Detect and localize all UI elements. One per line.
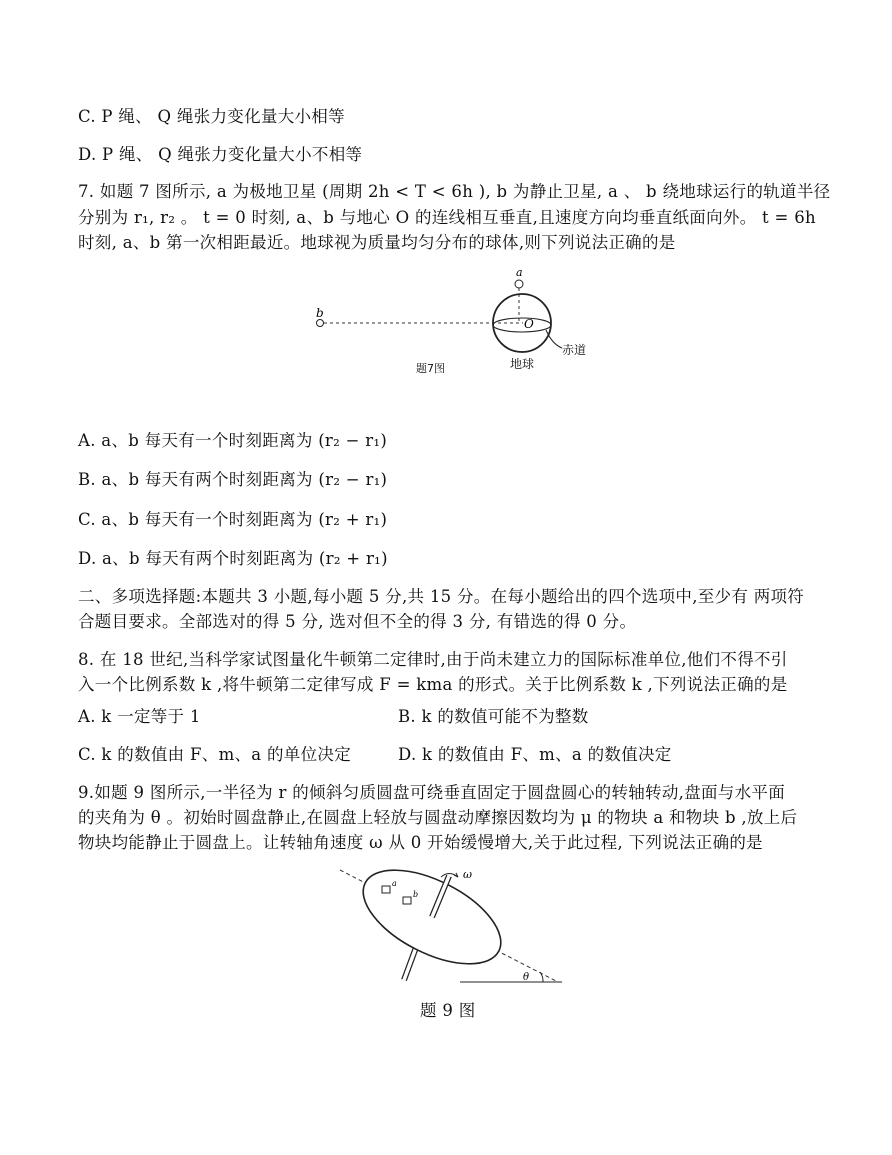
q7-option-c: C. a、b 每天有一个时刻距离为 (r₂ + r₁) bbox=[78, 510, 388, 529]
q9-stem-line-3: 物块均能静止于圆盘上。让转轴角速度 ω 从 0 开始缓慢增大,关于此过程, 下列说法正确的是 bbox=[78, 833, 763, 852]
q7-label-b: b bbox=[316, 306, 324, 320]
satellite-a-icon bbox=[515, 280, 523, 288]
block-b-icon bbox=[403, 897, 411, 904]
q9-caption: 题 9 图 bbox=[420, 1001, 476, 1020]
q7-label-equator: 赤道 bbox=[562, 343, 587, 357]
q6-option-c: C. P 绳、 Q 绳张力变化量大小相等 bbox=[78, 107, 345, 126]
q9-label-a: a bbox=[392, 879, 397, 888]
q7-figure bbox=[300, 262, 600, 382]
q7-stem-line-2: 分别为 r₁, r₂ 。 t = 0 时刻, a、b 与地心 O 的连线相互垂直,且速度方向均垂直纸面向外。 t = 6h bbox=[78, 208, 816, 227]
q9-label-omega: ω bbox=[463, 868, 472, 881]
q8-option-d: D. k 的数值由 F、m、a 的数值决定 bbox=[398, 745, 672, 764]
q7-stem-line-3: 时刻, a、b 第一次相距最近。地球视为质量均匀分布的球体,则下列说法正确的是 bbox=[78, 233, 676, 252]
q9-figure bbox=[330, 862, 570, 992]
q7-option-a: A. a、b 每天有一个时刻距离为 (r₂ − r₁) bbox=[78, 431, 388, 450]
satellite-b-icon bbox=[317, 320, 324, 327]
equator-icon bbox=[493, 318, 551, 332]
q9-disk bbox=[349, 862, 515, 983]
q8-option-a: A. k 一定等于 1 bbox=[78, 707, 201, 726]
q8-stem-line-1: 8. 在 18 世纪,当科学家试图量化牛顿第二定律时,由于尚未建立力的国际标准单位,他们不得不引 bbox=[78, 650, 788, 669]
q9-stem-line-1: 9.如题 9 图所示,一半径为 r 的倾斜匀质圆盘可绕垂直固定于圆盘圆心的转轴转动,盘面与水平面 bbox=[78, 783, 785, 802]
section2-line-2: 合题目要求。全部选对的得 5 分, 选对但不全的得 3 分, 有错选的得 0 分。 bbox=[78, 612, 637, 631]
q6-option-d: D. P 绳、 Q 绳张力变化量大小不相等 bbox=[78, 145, 363, 164]
q9-label-theta: θ bbox=[523, 972, 530, 983]
section2-line-1: 二、多项选择题:本题共 3 小题,每小题 5 分,共 15 分。在每小题给出的四个选项中,至少有 两项符 bbox=[78, 587, 805, 606]
q7-label-o: O bbox=[524, 317, 534, 331]
q7-label-a: a bbox=[516, 266, 523, 279]
q7-option-d: D. a、b 每天有两个时刻距离为 (r₂ + r₁) bbox=[78, 549, 388, 568]
block-a-icon bbox=[382, 886, 390, 893]
q9-angle-arc bbox=[540, 972, 543, 982]
q8-option-c: C. k 的数值由 F、m、a 的单位决定 bbox=[78, 745, 351, 764]
q9-label-b: b bbox=[413, 890, 419, 899]
q9-stem-line-2: 的夹角为 θ 。初始时圆盘静止,在圆盘上轻放与圆盘动摩擦因数均为 μ 的物块 a 和物块 b ,放上后 bbox=[78, 808, 798, 827]
q8-option-b: B. k 的数值可能不为整数 bbox=[398, 707, 589, 726]
q8-stem-line-2: 入一个比例系数 k ,将牛顿第二定律写成 F = kma 的形式。关于比例系数 k ,下列说法正确的是 bbox=[78, 675, 788, 694]
q7-caption: 题7图 bbox=[416, 362, 445, 375]
q7-option-b: B. a、b 每天有两个时刻距离为 (r₂ − r₁) bbox=[78, 470, 388, 489]
q7-label-earth: 地球 bbox=[510, 357, 535, 371]
q7-stem-line-1: 7. 如题 7 图所示, a 为极地卫星 (周期 2h < T < 6h ), b 为静止卫星, a 、 b 绕地球运行的轨道半径 bbox=[78, 182, 831, 201]
